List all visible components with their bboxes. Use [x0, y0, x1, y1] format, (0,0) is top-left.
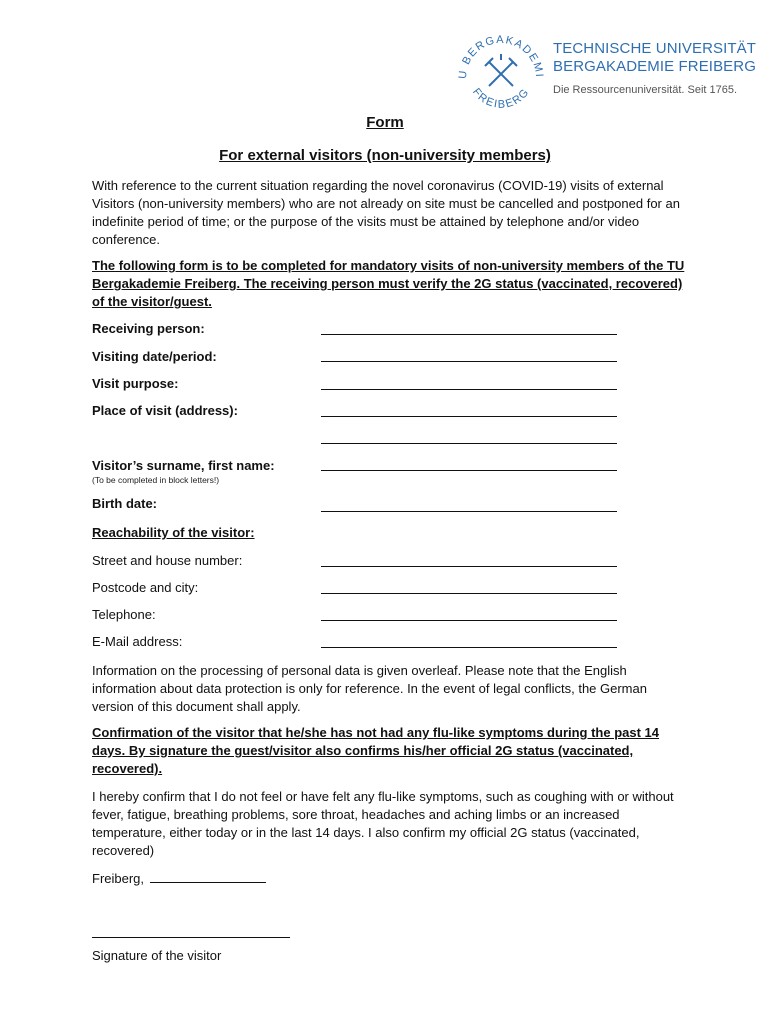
- svg-text:FREIBERG: [470, 86, 532, 111]
- place-of-visit-label: Place of visit (address):: [92, 403, 238, 418]
- mandatory-notice: The following form is to be completed for mandatory visits of non-university members of the TU Bergakademie Freiberg. The receiving person must verify the 2G status (vaccinated, recovered) of the visitor/guest.: [92, 258, 685, 309]
- confirmation-text: I hereby confirm that I do not feel or have felt any flu-like symptoms, such as coughing with or without fever, fatigue, breathing problems, sore throat, headaches and aching limbs or an increased temperature, either today or in the last 14 days. I also confirm my official 2G status (vaccinated, recovered): [92, 789, 674, 858]
- receiving-person-label: Receiving person:: [92, 321, 205, 336]
- visitor-name-label: Visitor’s surname, first name:: [92, 458, 275, 473]
- university-seal-logo: [456, 30, 546, 115]
- receiving-person-field[interactable]: [321, 334, 617, 335]
- birth-date-label: Birth date:: [92, 496, 157, 511]
- university-wordmark: [553, 40, 756, 96]
- postcode-label: Postcode and city:: [92, 580, 199, 595]
- visitor-name-field[interactable]: [321, 470, 617, 471]
- hammer-and-pick-icon: [485, 54, 517, 86]
- date-field[interactable]: [150, 870, 266, 883]
- visiting-date-label: Visiting date/period:: [92, 349, 217, 364]
- place-date-row: [92, 870, 266, 886]
- postcode-field[interactable]: [321, 593, 617, 594]
- visitor-name-note: (To be completed in block letters!): [92, 475, 220, 485]
- telephone-field[interactable]: [321, 620, 617, 621]
- form-title: Form: [366, 114, 404, 131]
- form-subtitle: For external visitors (non-university members): [219, 147, 551, 164]
- email-field[interactable]: [321, 647, 617, 648]
- place-label: Freiberg,: [92, 871, 145, 886]
- visiting-date-field[interactable]: [321, 361, 617, 362]
- place-of-visit-field[interactable]: [321, 416, 617, 417]
- place-of-visit-field-2[interactable]: [321, 443, 617, 444]
- confirmation-heading: Confirmation of the visitor that he/she has not had any flu-like symptoms during the past 14 days. By signature the guest/visitor also confirms his/her official 2G status (vaccinated, recovered).: [92, 725, 660, 776]
- street-field[interactable]: [321, 566, 617, 567]
- seal-text-top: U BERGAKADEMI: [456, 33, 546, 80]
- seal-text-bottom: FREIBERG: [469, 85, 533, 111]
- logo-line-1: TECHNISCHE UNIVERSITÄT: [553, 40, 757, 57]
- reachability-heading: Reachability of the visitor:: [92, 525, 255, 540]
- visit-purpose-field[interactable]: [321, 389, 617, 390]
- birth-date-field[interactable]: [321, 511, 617, 512]
- data-protection-info: Information on the processing of personal data is given overleaf. Please note that the English information about data protection is only for reference. In the event of legal conflicts, the German version of this document shall apply.: [92, 663, 647, 714]
- street-label: Street and house number:: [92, 553, 243, 568]
- intro-paragraph: With reference to the current situation regarding the novel coronavirus (COVID-19) visits of external Visitors (non-university members) who are not already on site must be cancelled and postponed for an indefinite period of time; or the purpose of the visits must be attained by telephone and/or video conference.: [92, 178, 680, 247]
- telephone-label: Telephone:: [92, 607, 156, 622]
- visit-purpose-label: Visit purpose:: [92, 376, 179, 391]
- email-label: E-Mail address:: [92, 634, 183, 649]
- logo-line-2: BERGAKADEMIE FREIBERG: [553, 58, 756, 75]
- signature-label: Signature of the visitor: [92, 948, 222, 963]
- signature-field[interactable]: [92, 937, 290, 938]
- logo-tagline: Die Ressourcenuniversität. Seit 1765.: [553, 84, 738, 96]
